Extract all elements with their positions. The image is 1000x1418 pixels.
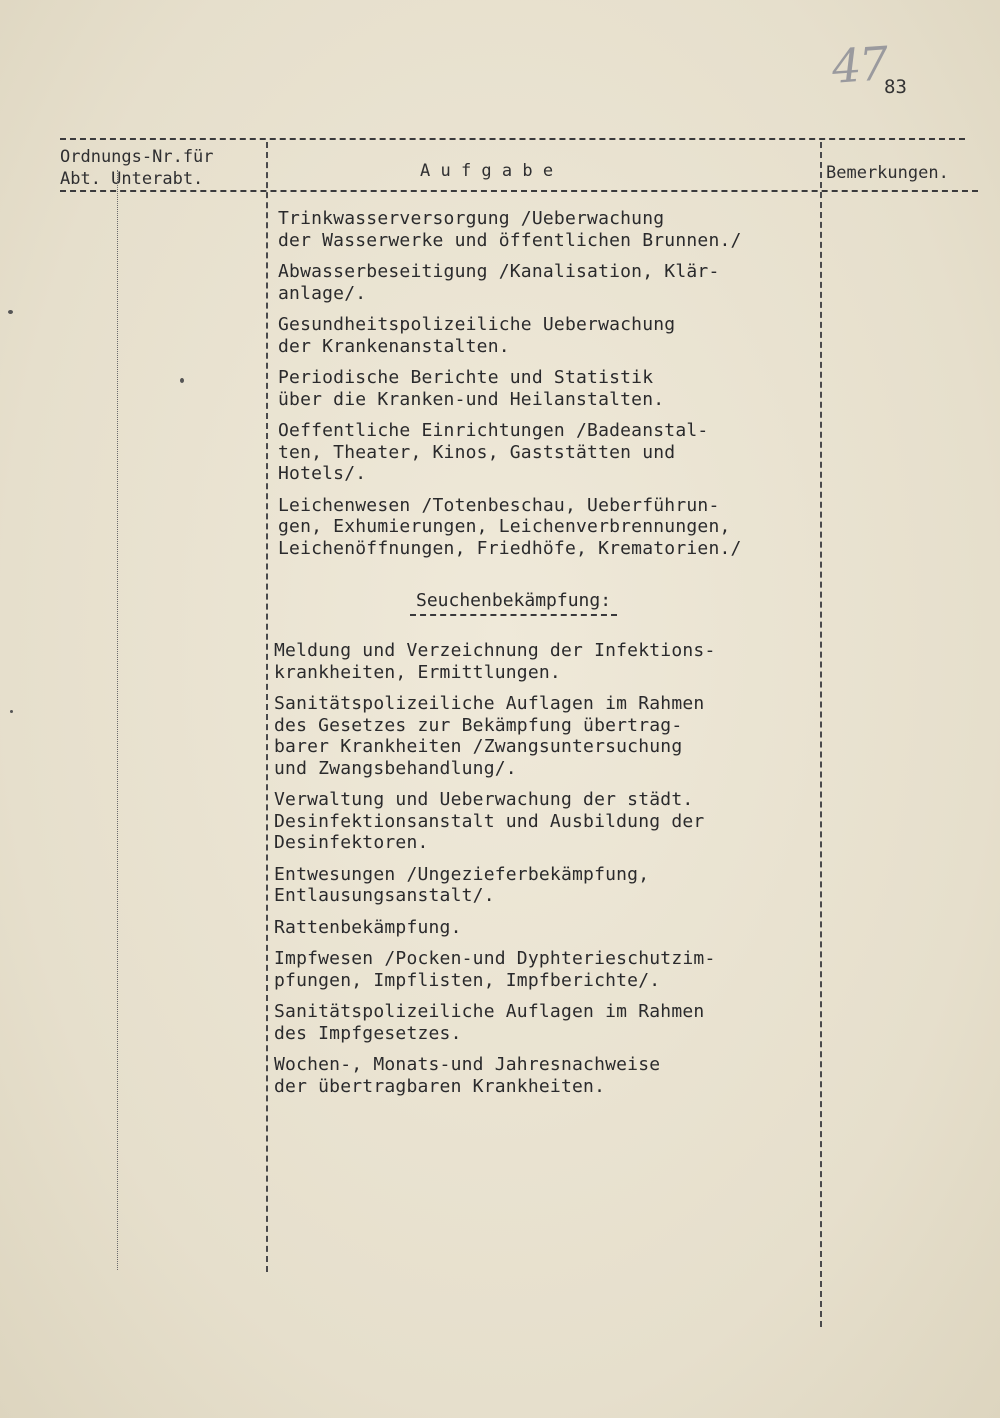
column-separator-left xyxy=(266,142,268,1272)
page-number: 83 xyxy=(884,76,907,98)
task-entry: Impfwesen /Pocken-und Dyphterieschutzim- pfungen, Impflisten, Impfberichte/. xyxy=(274,948,716,991)
task-entry: Rattenbekämpfung. xyxy=(274,916,462,938)
task-entry: Trinkwasserversorgung /Ueberwachung der Wasserwerke und öffentlichen Brunnen./ xyxy=(278,208,742,251)
task-entry: Verwaltung und Ueberwachung der städt. Desinfektionsanstalt und Ausbildung der Desinfektoren. xyxy=(274,789,705,853)
header-aufgabe: A u f g a b e xyxy=(420,161,554,181)
paper-speck xyxy=(180,378,184,383)
paper-speck xyxy=(10,710,13,713)
paper-speck xyxy=(8,310,13,314)
task-entry: Sanitätspolizeiliche Auflagen im Rahmen des Impfgesetzes. xyxy=(274,1001,705,1044)
header-bemerkungen: Bemerkungen. xyxy=(826,163,949,183)
task-entry: Gesundheitspolizeiliche Ueberwachung der Krankenanstalten. xyxy=(278,314,676,357)
column-separator-abt xyxy=(117,170,118,1270)
task-entry: Entwesungen /Ungezieferbekämpfung, Entlausungsanstalt/. xyxy=(274,863,650,906)
task-entry: Wochen-, Monats-und Jahresnachweise der übertragbaren Krankheiten. xyxy=(274,1054,661,1097)
handwritten-page-number: 47 xyxy=(830,36,889,94)
task-entry: Leichenwesen /Totenbeschau, Ueberführun- gen, Exhumierungen, Leichenverbrennungen, Leichenöffnungen, Friedhöfe, Krematorien./ xyxy=(278,494,742,559)
section-heading: Seuchenbekämpfung: xyxy=(410,590,617,616)
task-entry: Sanitätspolizeiliche Auflagen im Rahmen des Gesetzes zur Bekämpfung übertrag- barer Krankheiten /Zwangsuntersuchung und Zwangsbehandlung/. xyxy=(274,693,705,779)
task-entry: Abwasserbeseitigung /Kanalisation, Klär- anlage/. xyxy=(278,261,720,304)
task-list-part1 xyxy=(278,208,838,569)
task-list-part2 xyxy=(274,640,834,1107)
header-col1-line2: Abt. Unterabt. xyxy=(60,169,204,189)
task-entry: Periodische Berichte und Statistik über die Kranken-und Heilanstalten. xyxy=(278,367,665,410)
header-col1-line1: Ordnungs-Nr.für xyxy=(60,147,214,167)
top-rule xyxy=(60,138,965,140)
task-entry: Meldung und Verzeichnung der Infektions- krankheiten, Ermittlungen. xyxy=(274,640,716,683)
header-rule xyxy=(60,190,978,192)
task-entry: Oeffentliche Einrichtungen /Badeanstal- ten, Theater, Kinos, Gaststätten und Hotels/. xyxy=(278,420,709,484)
